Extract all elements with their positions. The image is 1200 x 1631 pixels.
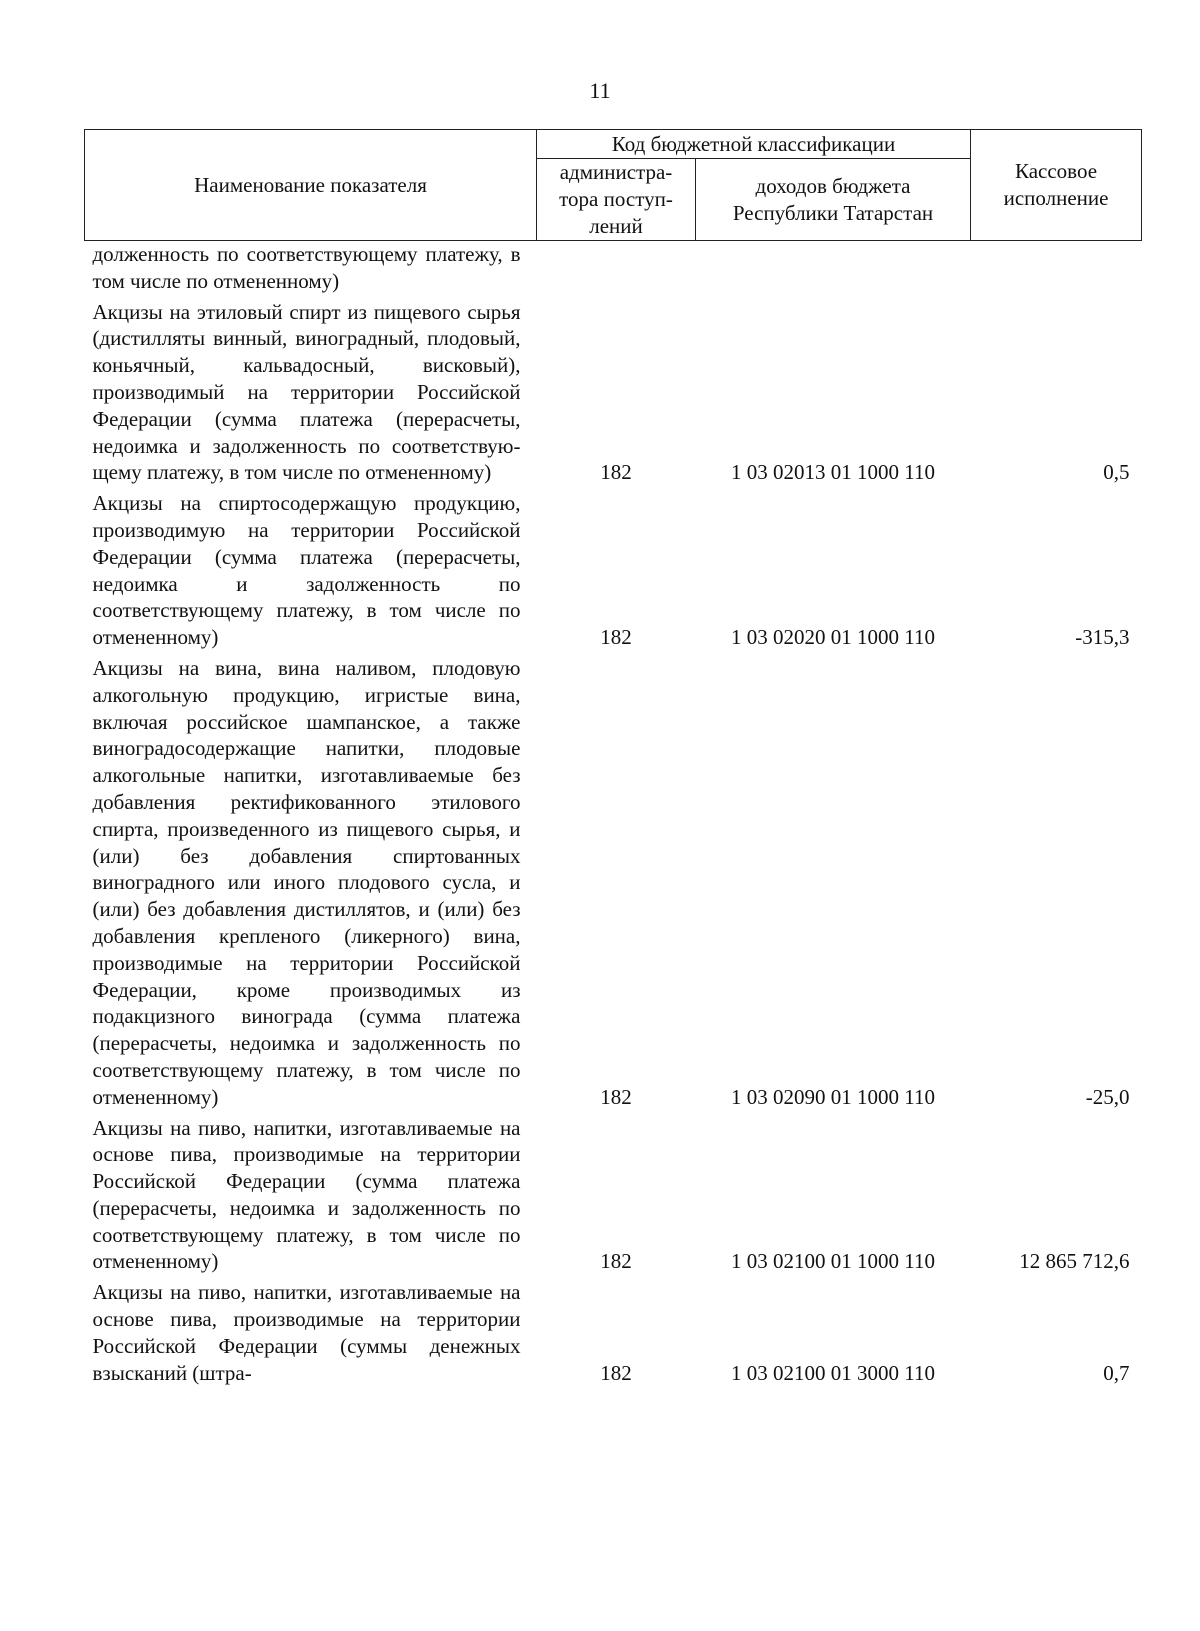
row-amount: 0,5 bbox=[1103, 460, 1130, 485]
row-amount: 12 865 712,6 bbox=[1019, 1249, 1130, 1274]
table-row bbox=[85, 1275, 1142, 1386]
row-name: Акцизы на пиво, напитки, изготавливаемые на основе пива, производимые на территории Российской Федерации (сумма платежа (перерасчеты, недоимка и задолженность по соответствующему платежу, в том числе по отмененному) bbox=[92, 1115, 521, 1274]
header-administrator: администра- тора поступ- лений bbox=[537, 159, 696, 241]
row-amount bbox=[971, 241, 1142, 295]
row-name: Акцизы на пиво, напитки, изготавливаемые на основе пива, производимые на территории Российской Федерации (суммы денежных взысканий (штра- bbox=[92, 1280, 521, 1385]
table-row bbox=[85, 651, 1142, 1111]
row-income-code: 1 03 02013 01 1000 110 bbox=[731, 460, 935, 485]
row-admin-code: 182 bbox=[600, 1249, 632, 1274]
row-income-code: 1 03 02100 01 3000 110 bbox=[731, 1360, 935, 1385]
row-admin-code: 182 bbox=[600, 625, 632, 650]
row-income-code bbox=[696, 241, 971, 295]
row-name: Акцизы на этиловый спирт из пищевого сырья (дистилляты винный, виноградный, плодовый, коньячный, кальвадосный, висковый), производимый на территории Российской Федерации (сумма платежа (перерасчеты, недоимка и задолженность по соответствующему платежу, в том числе по отмененному) bbox=[92, 299, 521, 485]
row-admin-code: 182 bbox=[600, 1084, 632, 1109]
table-row bbox=[85, 486, 1142, 651]
header-indicator-name: Наименование показателя bbox=[85, 130, 537, 241]
table-row bbox=[85, 295, 1142, 487]
row-name: Акцизы на вина, вина наливом, плодовую алкогольную продукцию, игристые вина, включая российское шампанское, а также виноградосодержащие напитки, плодовые алкогольные напитки, изготавливаемые без добавления ректификованного этилового спирта, произведенного из пищевого сырья, и (или) без добавления спиртованных виноградного или иного плодового сусла, и (или) без добавления дистиллятов, и (или) без добавления крепленого (ликерного) вина, производимые на территории Российской Федерации, кроме производимых из подакцизного винограда (сумма платежа (перерасчеты, недоимка и задолженность по соответствующему платежу, в том числе по отмененному) bbox=[92, 655, 521, 1109]
row-admin-code: 182 bbox=[600, 1360, 632, 1385]
header-cash-execution: Кассовое исполнение bbox=[971, 130, 1142, 241]
row-income-code: 1 03 02090 01 1000 110 bbox=[731, 1084, 935, 1109]
row-income-code: 1 03 02020 01 1000 110 bbox=[731, 625, 935, 650]
row-amount: -25,0 bbox=[1085, 1084, 1130, 1109]
table-row bbox=[85, 1111, 1142, 1276]
table-body bbox=[85, 241, 1142, 1387]
row-amount: -315,3 bbox=[1075, 625, 1130, 650]
row-income-code: 1 03 02100 01 1000 110 bbox=[731, 1249, 935, 1274]
row-name: Акцизы на спиртосодержащую продукцию, производимую на территории Российской Федерации (сумма платежа (перерасчеты, недоимка и задолженность по соответствующему платежу, в том числе по отмененному) bbox=[92, 491, 521, 650]
header-classification-code: Код бюджетной классификации bbox=[537, 130, 971, 159]
page-number: 11 bbox=[589, 78, 611, 103]
table-header bbox=[85, 130, 1142, 241]
row-admin-code bbox=[537, 241, 696, 295]
table-row bbox=[85, 241, 1142, 295]
budget-revenue-table bbox=[84, 129, 1142, 1386]
row-admin-code: 182 bbox=[600, 460, 632, 485]
row-name: долженность по соответствующему платежу, в том числе по отмененному) bbox=[92, 242, 521, 293]
header-income-code: доходов бюджета Республики Татарстан bbox=[696, 159, 971, 241]
row-amount: 0,7 bbox=[1103, 1360, 1130, 1385]
